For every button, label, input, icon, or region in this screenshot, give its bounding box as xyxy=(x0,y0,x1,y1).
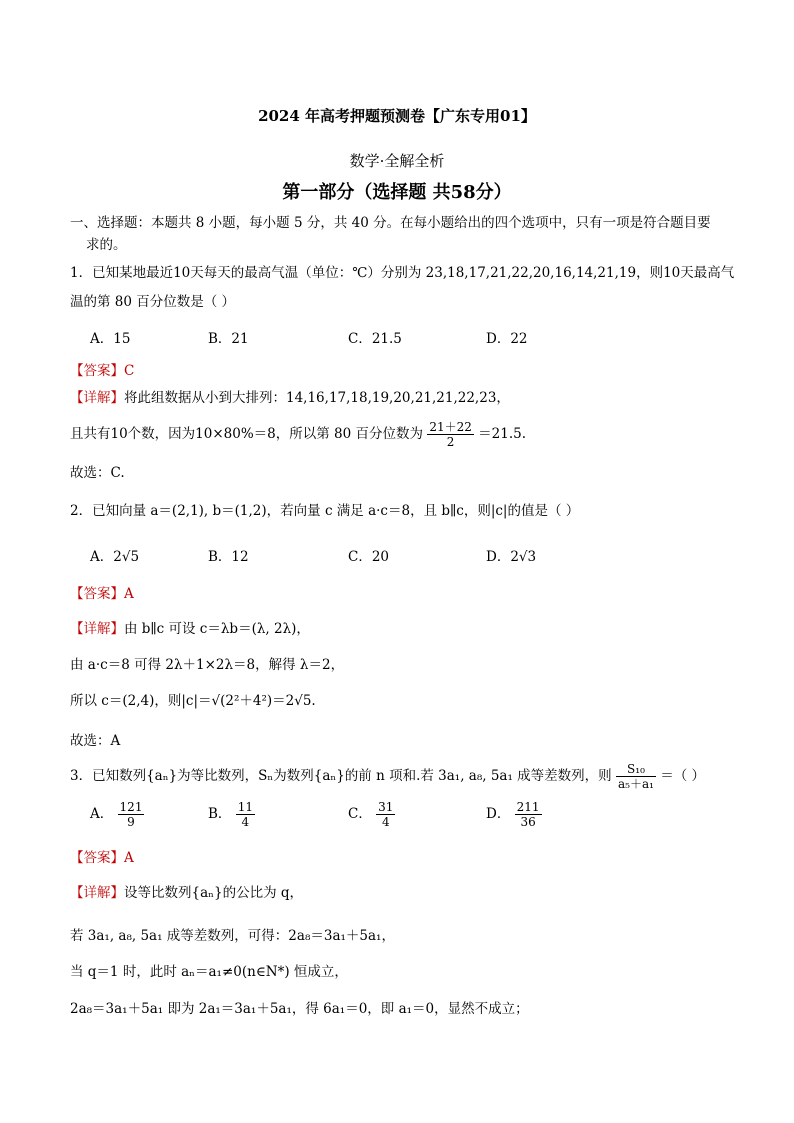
q3-stem-fraction-den: a₅＋a₁ xyxy=(617,777,654,791)
q1-answer-value: C xyxy=(124,363,135,379)
q1-answer-label: 【答案】 xyxy=(70,363,124,379)
q1-stem-line2: 温的第 80 百分位数是（ ） xyxy=(70,294,236,310)
q2-detail-line2: 由 a·c＝8 可得 2λ＋1×2λ＝8，解得 λ＝2， xyxy=(70,657,345,673)
q3-stem-fraction-num: S₁₀ xyxy=(616,762,656,777)
q3-detail-line1 xyxy=(70,882,303,904)
q2-option-b: B．12 xyxy=(208,549,249,565)
q3-detail-line2: 若 3a₁, a₈, 5a₁ 成等差数列，可得：2a₈＝3a₁＋5a₁， xyxy=(70,928,395,944)
q3-stem-line1 xyxy=(70,762,705,791)
section-intro-line2: 求的。 xyxy=(86,237,127,253)
q1-answer xyxy=(70,359,134,379)
q2-option-c: C．20 xyxy=(348,549,390,565)
q3-option-a-num: 121 xyxy=(119,800,143,814)
q2-detail-label: 【详解】 xyxy=(70,621,124,637)
q3-option-b-den: 4 xyxy=(241,815,250,829)
q3-option-a-letter: A． xyxy=(90,806,114,822)
section-intro-line1: 一、选择题：本题共 8 小题，每小题 5 分，共 40 分。在每小题给出的四个选项中，只有一项是符合题目要 xyxy=(70,215,711,231)
q3-detail-text1: 设等比数列{aₙ}的公比为 q， xyxy=(124,885,303,901)
q3-option-c-letter: C． xyxy=(348,806,372,822)
q2-option-d: D．2√3 xyxy=(486,549,537,565)
q2-option-a: A．2√5 xyxy=(90,549,140,565)
q3-option-c-num: 31 xyxy=(378,800,394,814)
q2-answer-value: A xyxy=(124,586,134,602)
q1-detail-text2a: 且共有10个数，因为10×80%＝8，所以第 80 百分位数为 xyxy=(70,426,424,442)
q3-option-b xyxy=(208,800,255,829)
q2-detail-text1: 由 b∥c 可设 c＝λb＝(λ, 2λ)， xyxy=(124,621,310,637)
q1-detail-line3: 故选：C. xyxy=(70,465,125,481)
q2-detail-line3: 所以 c＝(2,4)，则|c|＝√(2²＋4²)＝2√5. xyxy=(70,693,316,709)
q3-option-c-den: 4 xyxy=(381,815,390,829)
q3-option-d-num: 211 xyxy=(516,800,540,814)
q1-stem-line1: 1．已知某地最近10天每天的最高气温（单位：℃）分别为 23,18,17,21,22,20,16,14,21,19，则10天最高气 xyxy=(70,265,735,281)
q3-option-d-den: 36 xyxy=(520,815,536,829)
q3-option-c xyxy=(348,800,395,829)
q3-detail-label: 【详解】 xyxy=(70,885,124,901)
q3-stem-fraction xyxy=(616,762,656,791)
q1-option-d: D．22 xyxy=(486,331,528,347)
q2-answer xyxy=(70,582,134,602)
q1-fraction xyxy=(427,420,474,449)
q2-detail-line1 xyxy=(70,618,310,640)
q3-option-d xyxy=(486,800,542,829)
q3-option-d-fraction xyxy=(515,800,542,829)
q3-option-b-num: 11 xyxy=(237,800,253,814)
q1-detail-line2 xyxy=(70,420,526,449)
q1-detail-label: 【详解】 xyxy=(70,390,124,406)
q3-option-d-letter: D． xyxy=(486,806,511,822)
q1-detail-text2b: ＝21.5. xyxy=(478,426,527,442)
page-subtitle: 数学·全解全析 xyxy=(349,152,445,170)
page-title: 2024 年高考押题预测卷【广东专用01】 xyxy=(258,107,536,125)
q1-fraction-den: 2 xyxy=(446,435,455,449)
q2-answer-label: 【答案】 xyxy=(70,586,124,602)
q1-fraction-num: 21＋22 xyxy=(429,420,472,434)
q1-detail-line1 xyxy=(70,387,510,409)
q3-option-b-fraction xyxy=(236,800,255,829)
q3-stem-text: 3．已知数列{aₙ}为等比数列，Sₙ为数列{aₙ}的前 n 项和.若 3a₁, a₈, 5a₁ 成等差数列，则 xyxy=(70,768,612,784)
q3-stem-tail: ＝（ ） xyxy=(660,768,706,784)
part-heading: 第一部分（选择题 共58分） xyxy=(282,182,512,203)
q3-option-a-den: 9 xyxy=(127,815,135,829)
q3-answer xyxy=(70,846,134,866)
q1-option-a: A．15 xyxy=(90,331,131,347)
q3-detail-line3: 当 q＝1 时，此时 aₙ＝a₁≠0(n∈N*) 恒成立， xyxy=(70,964,348,980)
q3-answer-label: 【答案】 xyxy=(70,850,124,866)
q1-option-b: B．21 xyxy=(208,331,249,347)
q3-option-b-letter: B． xyxy=(208,806,232,822)
q3-answer-value: A xyxy=(124,850,134,866)
q3-option-a-fraction xyxy=(118,800,145,829)
q1-option-c: C．21.5 xyxy=(348,331,402,347)
q2-detail-line4: 故选：A xyxy=(70,733,121,749)
q2-stem-line1: 2．已知向量 a＝(2,1), b＝(1,2)，若向量 c 满足 a·c＝8，且 b∥c，则|c|的值是（ ） xyxy=(70,503,580,519)
q1-detail-text1: 将此组数据从小到大排列：14,16,17,18,19,20,21,21,22,23， xyxy=(124,390,510,406)
q3-option-a xyxy=(90,800,144,829)
q3-detail-line4: 2a₈＝3a₁＋5a₁ 即为 2a₁＝3a₁＋5a₁，得 6a₁＝0，即 a₁＝0，显然不成立； xyxy=(70,1001,529,1017)
q3-option-c-fraction xyxy=(376,800,395,829)
